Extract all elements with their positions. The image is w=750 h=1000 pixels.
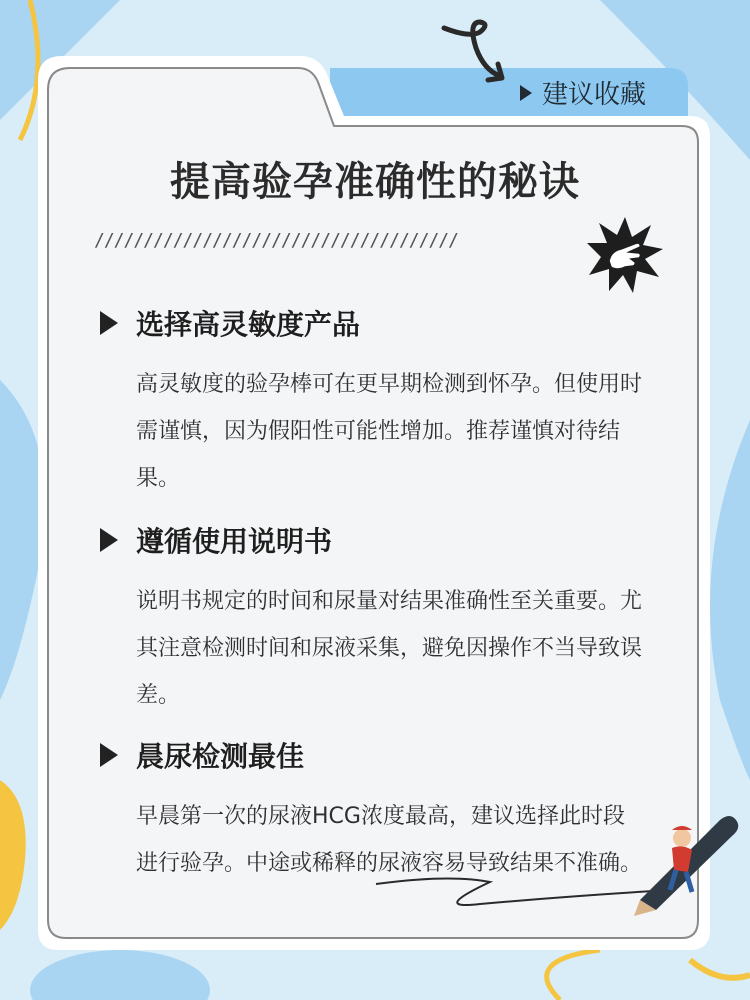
triangle-bullet-icon [100,311,118,335]
triangle-bullet-icon [100,528,118,552]
section-1 [100,303,660,502]
slash-divider: ///////////////////////////////////// [94,230,458,251]
play-arrow-icon [520,85,532,101]
section-body: 早晨第一次的尿液HCG浓度最高，建议选择此时段进行验孕。中途或稀释的尿液容易导致结果不准确。 [136,804,643,876]
section-title: 遵循使用说明书 [136,525,333,558]
section-body: 高灵敏度的验孕棒可在更早期检测到怀孕。但使用时需谨慎，因为假阳性可能性增加。推荐谨慎对待结果。 [136,372,643,491]
section-title: 选择高灵敏度产品 [136,308,361,341]
curly-arrow-icon [440,18,510,90]
bookmark-tab-label: 建议收藏 [542,80,647,110]
section-2 [100,520,660,719]
triangle-bullet-icon [100,743,118,767]
section-body: 说明书规定的时间和尿量对结果准确性至关重要。尤其注意检测时间和尿液采集，避免因操作不当导致误差。 [136,589,643,708]
pen-rider-illustration-icon [370,800,750,920]
section-title: 晨尿检测最佳 [136,740,305,773]
bookmark-tab [520,74,646,111]
page-title: 提高验孕准确性的秘诀 [170,159,580,205]
pointing-hand-burst-icon [585,215,665,295]
